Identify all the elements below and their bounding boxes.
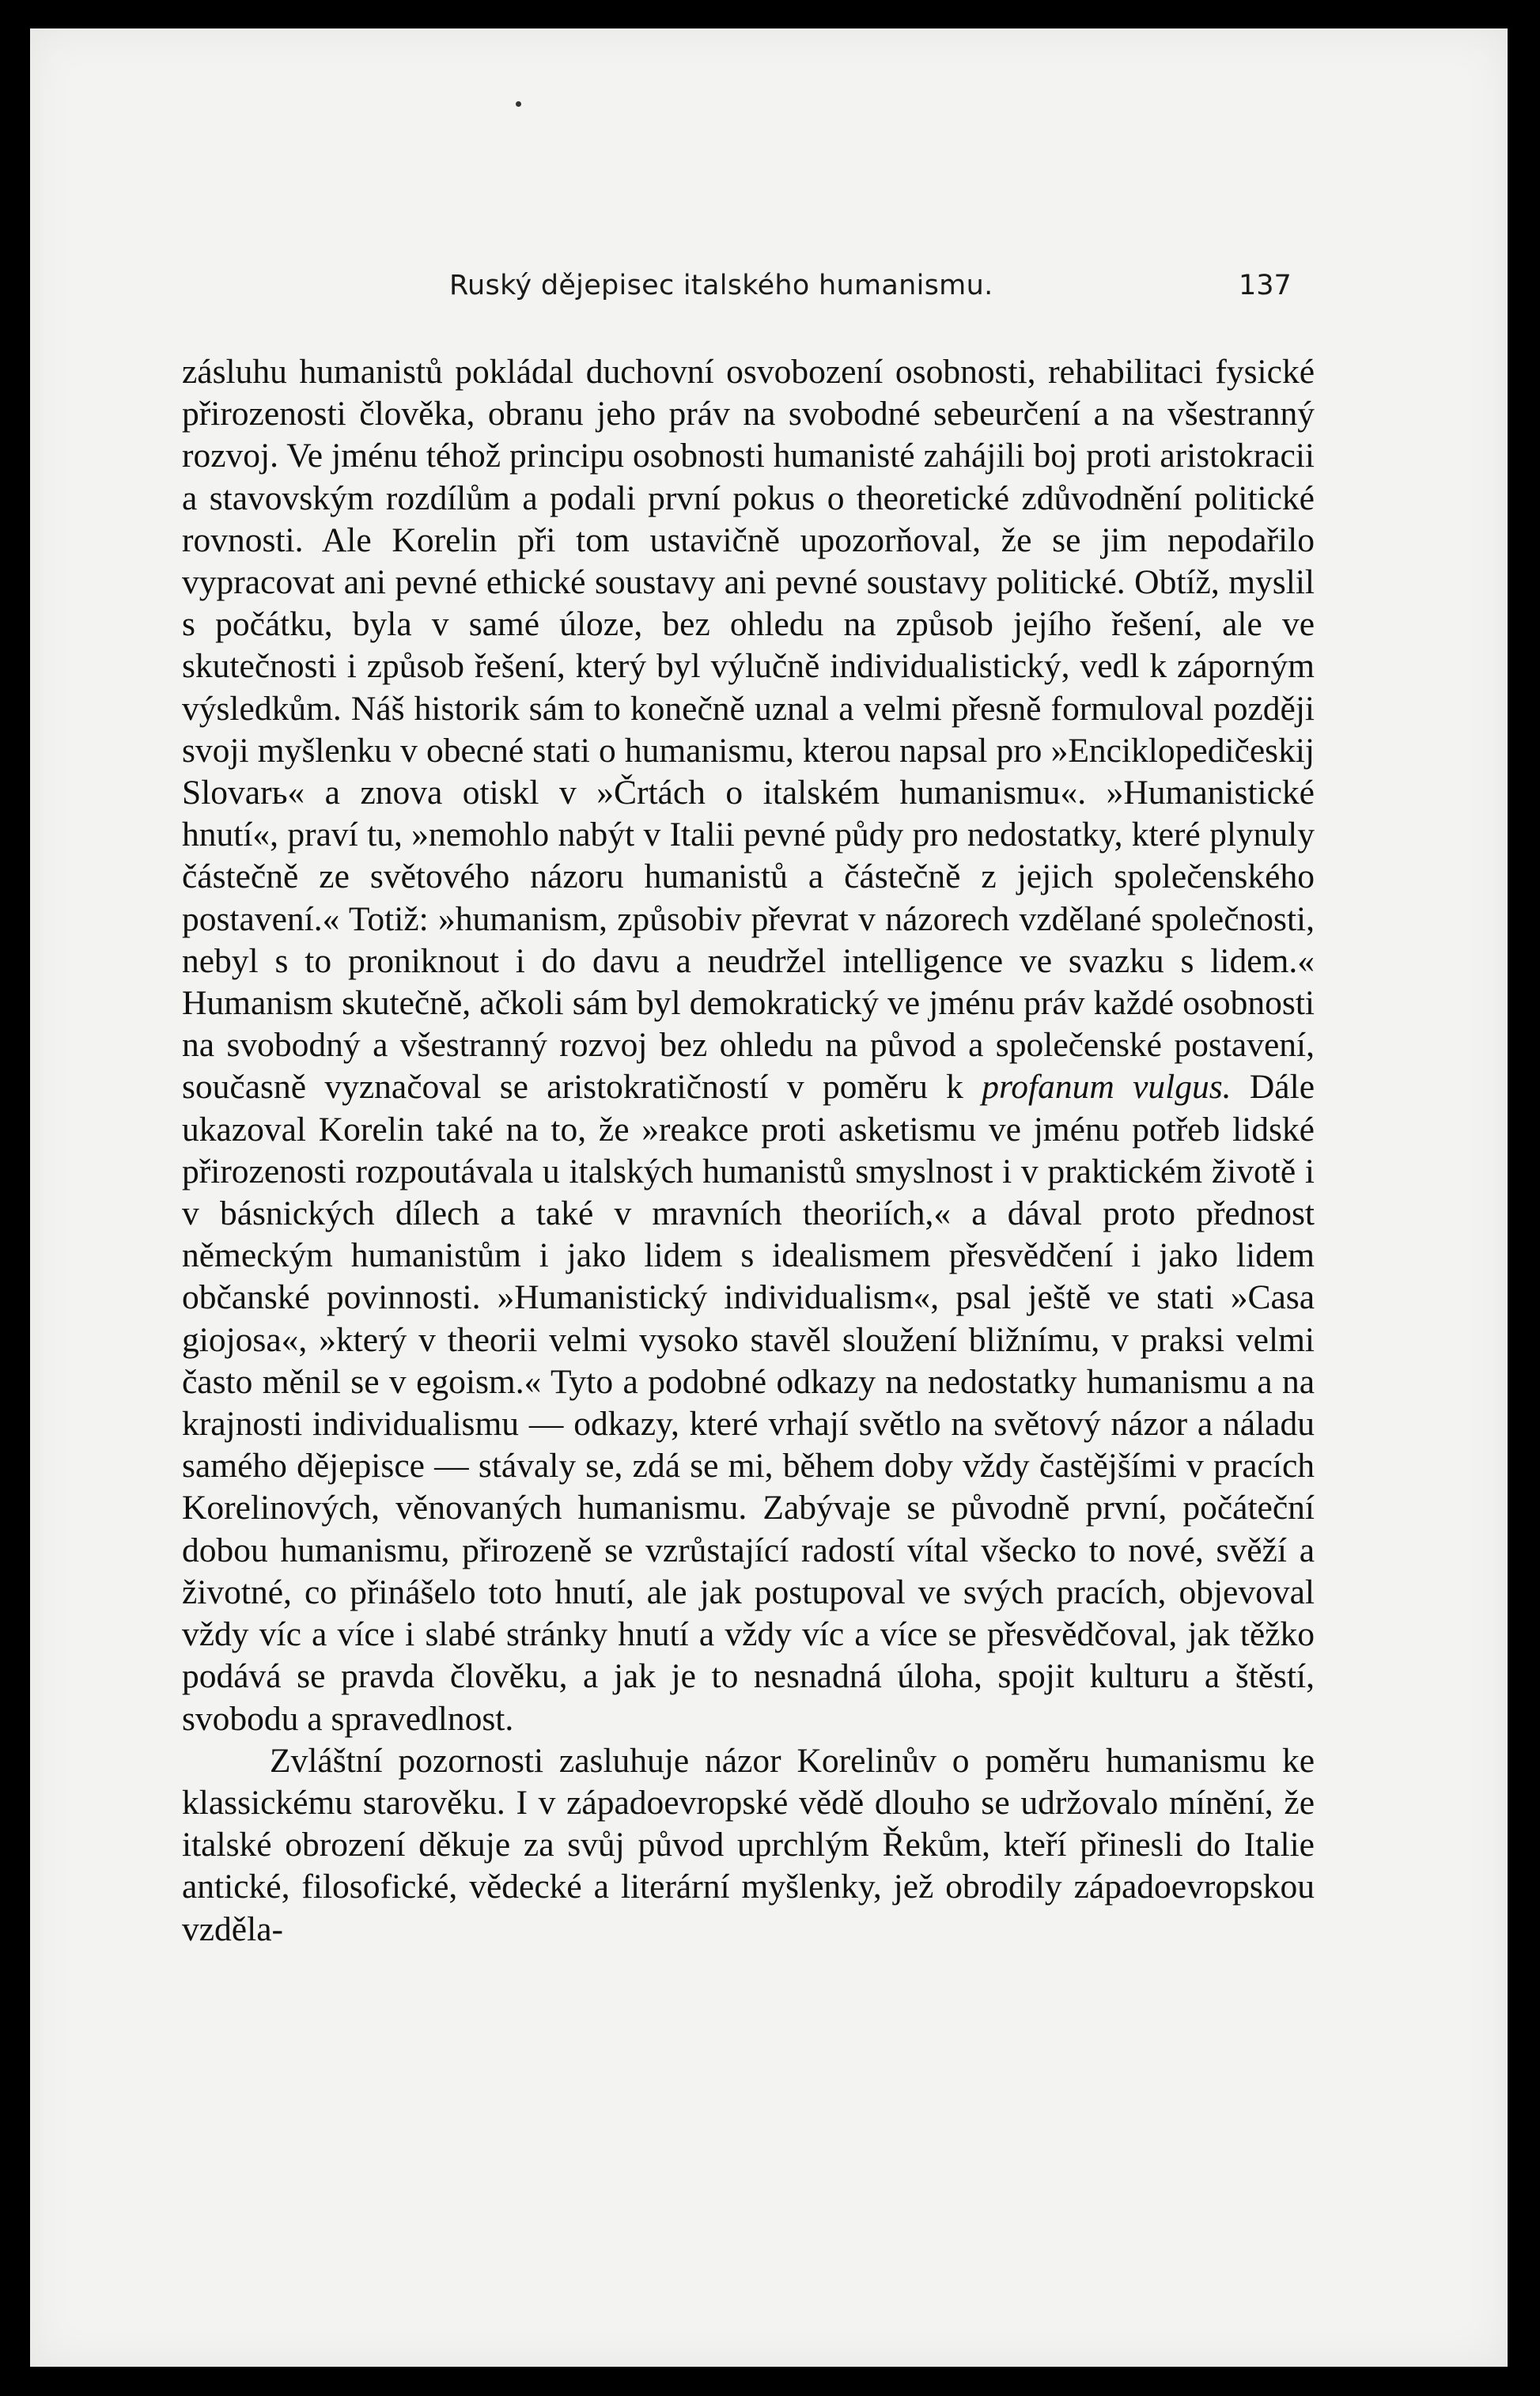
- print-speck: [516, 101, 521, 107]
- book-page: [30, 28, 1508, 2367]
- running-header: [30, 270, 1508, 317]
- paragraph: [182, 1740, 1315, 1951]
- body-text: [182, 351, 1315, 1951]
- paragraph-text: zásluhu humanistů pokládal duchovní osvobození osobnosti, rehabilitaci fysické přirozenosti člověka, obranu jeho práv na svobodné sebeurčení a na všestranný rozvoj. Ve jménu téhož principu osobnosti humanisté zahájili boj proti aristokracii a stavovským rozdílům a podali první pokus o theoretické zdůvodnění politické rovnosti. Ale Korelin při tom ustavičně upozorňoval, že se jim nepodařilo vypracovat ani pevné ethické soustavy ani pevné soustavy politické. Obtíž, myslil s počátku, byla v samé úloze, bez ohledu na způsob jejího řešení, ale ve skutečnosti i způsob řešení, který byl výlučně individualistický, vedl k záporným výsledkům. Náš historik sám to konečně uznal a velmi přesně formuloval později svoji myšlenku v obecné stati o humanismu, kterou napsal pro »Enciklopedičeskij Slovarь« a znova otiskl v »Črtách o italském humanismu«. »Humanistické hnutí«, praví tu, »nemohlo nabýt v Italii pevné půdy pro nedostatky, které plynuly částečně ze světového názoru humanistů a částečně z jejich společenského postavení.« Totiž: »humanism, způsobiv převrat v názorech vzdělané společnosti, nebyl s to proniknout i do davu a neudržel intelligence ve svazku s lidem.« Humanism skutečně, ačkoli sám byl demokratický ve jménu práv každé osobnosti na svobodný a všestranný rozvoj bez ohledu na původ a společenské postavení, současně vyznačoval se aristokratičností v poměru k: [182, 353, 1315, 1107]
- running-title: Ruský dějepisec italského humanismu.: [449, 270, 993, 301]
- italic-phrase: profanum vulgus.: [982, 1068, 1232, 1107]
- paragraph-text-continued: Dále ukazoval Korelin také na to, že »reakce proti asketismu ve jménu potřeb lidské přirozenosti rozpoutávala u italských humanistů smyslnost i v praktickém životě i v básnických dílech a také v mravních theoriích,« a dával proto přednost německým humanistům i jako lidem s idealismem přesvědčení i jako lidem občanské povinnosti. »Humanistický individualism«, psal ještě ve stati »Casa giojosa«, »který v theorii velmi vysoko stavěl sloužení bližnímu, v praksi velmi často měnil se v egoism.« Tyto a podobné odkazy na nedostatky humanismu a na krajnosti individualismu — odkazy, které vrhají světlo na světový názor a náladu samého dějepisce — stávaly se, zdá se mi, během doby vždy častějšími v pracích Korelinových, věnovaných humanismu. Zabývaje se původně první, počáteční dobou humanismu, přirozeně se vzrůstající radostí vítal všecko to nové, svěží a životné, co přinášelo toto hnutí, ale jak postupoval ve svých pracích, objevoval vždy víc a více i slabé stránky hnutí a vždy víc a více se přesvědčoval, jak těžko podává se pravda člověku, a jak je to nesnadná úloha, spojit kulturu a štěstí, svobodu a spravedlnost.: [182, 1068, 1315, 1738]
- paragraph: [182, 351, 1315, 1740]
- paragraph-text: Zvláštní pozornosti zasluhuje názor Korelinův o poměru humanismu ke klassickému starověku. I v západoevropské vědě dlouho se udržovalo mínění, že italské obrození děkuje za svůj původ uprchlým Řekům, kteří přinesli do Italie antické, filosofické, vědecké a literární myšlenky, jež obrodily západoevropskou vzděla-: [182, 1741, 1315, 1948]
- page-number: 137: [1239, 270, 1292, 301]
